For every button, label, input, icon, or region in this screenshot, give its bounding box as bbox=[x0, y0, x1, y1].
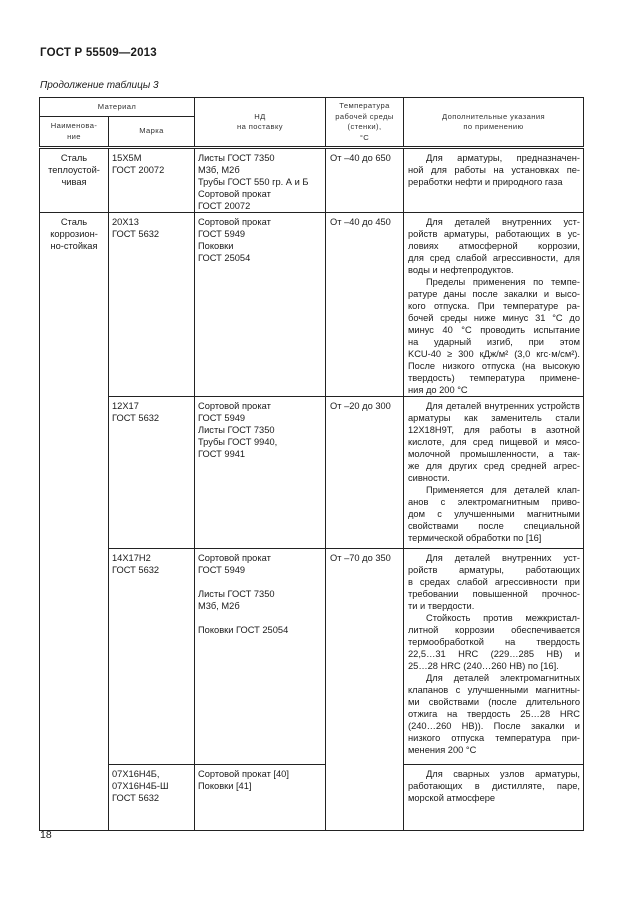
document-header: ГОСТ Р 55509—2013 bbox=[40, 47, 157, 59]
table-row bbox=[40, 148, 584, 213]
note-line: 25…28 HRC (240…260 HB) по [16]. bbox=[408, 661, 559, 671]
note-line: Применяется для деталей клап- bbox=[426, 485, 580, 495]
table-caption: Продолжение таблицы 3 bbox=[40, 80, 159, 91]
note-line: отжига на твердость 25…28 HRC bbox=[408, 709, 580, 719]
notes-cell bbox=[404, 765, 584, 831]
temperature-cell: От –70 до 350 bbox=[326, 549, 404, 831]
note-line: воды и нефтепродуктов. bbox=[408, 265, 514, 275]
note-line: кислоте, для сред пищевой и мясо- bbox=[408, 437, 580, 447]
note-line: (240…260 НВ)). После закалки и bbox=[408, 721, 580, 731]
table-row bbox=[40, 397, 584, 549]
note-line: кого отпуска. При температуре ра- bbox=[408, 301, 580, 311]
note-line: в средах слабой агрессивности при bbox=[408, 577, 580, 587]
nd-cell: Листы ГОСТ 7350 М3б, М2б Трубы ГОСТ 550 гр. А и Б Сортовой прокат ГОСТ 20072 bbox=[195, 148, 326, 213]
note-line: Для деталей электромагнитных bbox=[426, 673, 580, 683]
note-line: сивности. bbox=[408, 473, 450, 483]
notes-cell bbox=[404, 213, 584, 397]
table-row bbox=[40, 549, 584, 765]
notes-cell bbox=[404, 397, 584, 549]
material-grade-cell: 12Х17 ГОСТ 5632 bbox=[109, 397, 195, 549]
header-name: Наименова- ние bbox=[40, 117, 109, 148]
material-grade-cell: 14Х17Н2 ГОСТ 5632 bbox=[109, 549, 195, 765]
note-line: морской атмосфере bbox=[408, 793, 496, 803]
note-line: свойствами после специальной bbox=[408, 521, 580, 531]
note-line: 22,5…31 HRC (229…285 HB) и bbox=[408, 649, 580, 659]
note-line: Для деталей внутренних уст- bbox=[426, 553, 580, 563]
temperature-cell: От –20 до 300 bbox=[326, 397, 404, 549]
header-grade: Марка bbox=[109, 117, 195, 148]
material-name-cell: Сталь теплоустой- чивая bbox=[40, 148, 109, 213]
note-line: ми свойствами (после длительного bbox=[408, 697, 580, 707]
note-line: требовании повышенной прочнос- bbox=[408, 589, 580, 599]
note-line: дом с улучшенными магнитными bbox=[408, 509, 580, 519]
material-name-cell: Сталь коррозион- но-стойкая bbox=[40, 213, 109, 831]
note-line: Для сварных узлов арматуры, bbox=[426, 769, 580, 779]
note-line: термообработкой на твердость bbox=[408, 637, 580, 647]
note-line: 12Х18Н9Т, для работы в азотной bbox=[408, 425, 580, 435]
page-number: 18 bbox=[40, 829, 52, 841]
nd-cell: Сортовой прокат ГОСТ 5949 Листы ГОСТ 7350 Трубы ГОСТ 9940, ГОСТ 9941 bbox=[195, 397, 326, 549]
note-line: ратуре даны после закалки и высо- bbox=[408, 289, 580, 299]
material-grade-cell: 15Х5М ГОСТ 20072 bbox=[109, 148, 195, 213]
note-line: же для других сред средней агрес- bbox=[408, 461, 580, 471]
note-line: ния до 200 °С bbox=[408, 385, 468, 395]
note-line: Для деталей внутренних уст- bbox=[426, 217, 580, 227]
note-line: термической обработки по [16] bbox=[408, 533, 542, 543]
nd-cell: Сортовой прокат ГОСТ 5949 Листы ГОСТ 7350 М3б, М2б Поковки ГОСТ 25054 bbox=[195, 549, 326, 765]
note-line: менения 200 °С bbox=[408, 745, 477, 755]
note-line: ройств арматуры, работающих в ус- bbox=[408, 229, 580, 239]
note-line: KCU-40 ≥ 300 кДж/м² (3,0 кгс·м/см²). bbox=[408, 349, 580, 359]
note-line: Пределы применения по темпе- bbox=[426, 277, 580, 287]
temperature-cell: От –40 до 450 bbox=[326, 213, 404, 397]
material-grade-cell: 07Х16Н4Б, 07Х16Н4Б-Ш ГОСТ 5632 bbox=[109, 765, 195, 831]
note-line: низкого отпуска температура при- bbox=[408, 733, 580, 743]
note-line: ти и твердости. bbox=[408, 601, 475, 611]
note-line: твердость) температура примене- bbox=[408, 373, 580, 383]
note-line: анов с электромагнитным приво- bbox=[408, 497, 580, 507]
header-nd: НД на поставку bbox=[195, 98, 326, 148]
note-line: ловиях атмосферной коррозии, bbox=[408, 241, 580, 251]
note-line: литной коррозии обеспечивается bbox=[408, 625, 580, 635]
note-line: Для деталей внутренних устройств bbox=[426, 401, 580, 411]
note-line: Для арматуры, предназначен- bbox=[426, 153, 580, 163]
note-line: ройств арматуры, работающих bbox=[408, 565, 580, 575]
note-line: реработки нефти и природного газа bbox=[408, 177, 563, 187]
header-notes: Дополнительные указания по применению bbox=[404, 98, 584, 148]
note-line: ной для работы на установках пе- bbox=[408, 165, 580, 175]
note-line: бочей среды ниже минус 31 °С до bbox=[408, 313, 580, 323]
header-material: Материал bbox=[40, 98, 195, 117]
material-grade-cell: 20Х13 ГОСТ 5632 bbox=[109, 213, 195, 397]
table-row bbox=[40, 765, 584, 831]
note-line: Стойкость против межкристал- bbox=[426, 613, 580, 623]
note-line: арматуры как заменитель стали bbox=[408, 413, 580, 423]
temperature-cell: От –40 до 650 bbox=[326, 148, 404, 213]
note-line: для сред слабой агрессивности, для bbox=[408, 253, 580, 263]
note-line: минус 40 °С проводить испытание bbox=[408, 325, 580, 335]
note-line: клапанов с улучшенными магнитны- bbox=[408, 685, 580, 695]
nd-cell: Сортовой прокат [40] Поковки [41] bbox=[195, 765, 326, 831]
note-line: молочной промышленности, а так- bbox=[408, 449, 580, 459]
notes-cell bbox=[404, 549, 584, 765]
note-line: на ударный изгиб, при этом bbox=[408, 337, 580, 347]
note-line: работающих в дистилляте, паре, bbox=[408, 781, 580, 791]
header-temperature: Температура рабочей среды (стенки), °С bbox=[326, 98, 404, 148]
nd-cell: Сортовой прокат ГОСТ 5949 Поковки ГОСТ 25054 bbox=[195, 213, 326, 397]
note-line: После низкого отпуска (на высокую bbox=[408, 361, 580, 371]
materials-table bbox=[39, 97, 584, 831]
table-row bbox=[40, 213, 584, 397]
notes-cell bbox=[404, 148, 584, 213]
